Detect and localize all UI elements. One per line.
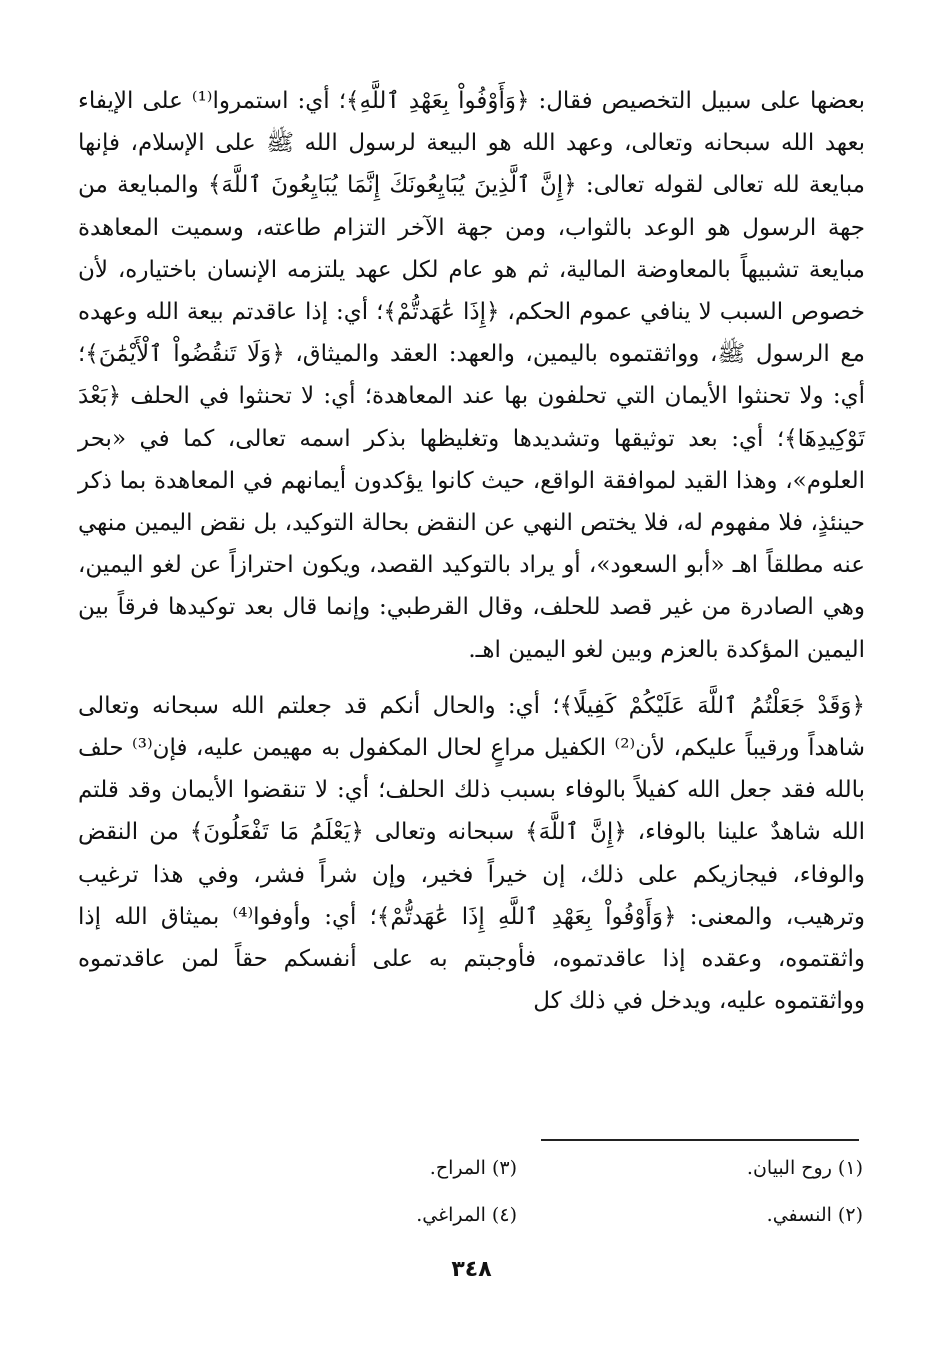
footnote-1: (١) روح البيان. [746, 1157, 863, 1179]
footnote-2: (٢) النسفي. [766, 1204, 863, 1226]
page-number: ٣٤٨ [451, 1257, 492, 1282]
page-body [78, 80, 865, 1022]
footnote-separator [541, 1139, 859, 1141]
footnote-3: (٣) المراح. [429, 1157, 517, 1179]
paragraph-1: بعضها على سبيل التخصيص فقال: ﴿وَأَوْفُواْ بِعَهْدِ ٱللَّهِ﴾؛ أي: استمروا⁽¹⁾ على الإيفاء بعهد الله سبحانه وتعالى، وعهد الله هو البيعة لرسول الله ﷺ على الإسلام، فإنها مبايعة لله تعالى لقوله تعالى: ﴿إِنَّ ٱلَّذِينَ يُبَايِعُونَكَ إِنَّمَا يُبَايِعُونَ ٱللَّهَ﴾ والمبايعة من جهة الرسول هو الوعد بالثواب، ومن جهة الآخر التزام طاعته، وسميت المعاهدة مبايعة تشبيهاً بالمعاوضة المالية، ثم هو عام لكل عهد يلتزمه الإنسان باختياره، لأن خصوص السبب لا ينافي عموم الحكم، ﴿إِذَا عَٰهَدتُّمْ﴾؛ أي: إذا عاقدتم بيعة الله وعهده مع الرسول ﷺ، وواثقتموه باليمين، والعهد: العقد والميثاق، ﴿وَلَا تَنقُضُواْ ٱلْأَيْمَٰنَ﴾؛ أي: ولا تحنثوا الأيمان التي تحلفون بها عند المعاهدة؛ أي: لا تحنثوا في الحلف ﴿بَعْدَ تَوْكِيدِهَا﴾؛ أي: بعد توثيقها وتشديدها وتغليظها بذكر اسمه تعالى، كما في «بحر العلوم»، وهذا القيد لموافقة الواقع، حيث كانوا يؤكدون أيمانهم في المعاهدة بما ذكر حينئذٍ، فلا مفهوم له، فلا يختص النهي عن النقض بحالة التوكيد، بل نقض اليمين منهي عنه مطلقاً اهـ «أبو السعود»، أو يراد بالتوكيد القصد، ويكون احترازاً عن لغو اليمين، وهي الصادرة من غير قصد للحلف، وقال القرطبي: وإنما قال بعد توكيدها فرقاً بين اليمين المؤكدة بالعزم وبين لغو اليمين اهـ. [78, 88, 866, 663]
footnote-4: (٤) المراغي. [416, 1204, 517, 1226]
paragraph-2: ﴿وَقَدْ جَعَلْتُمُ ٱللَّهَ عَلَيْكُمْ كَفِيلًا﴾؛ أي: والحال أنكم قد جعلتم الله سبحانه وتعالى شاهداً ورقيباً عليكم، لأن⁽²⁾ الكفيل مراعٍ لحال المكفول به مهيمن عليه، فإن⁽³⁾ حلف بالله فقد جعل الله كفيلاً بالوفاء بسبب ذلك الحلف؛ أي: لا تنقضوا الأيمان وقد قلتم الله شاهدٌ علينا بالوفاء، ﴿إِنَّ ٱللَّهَ﴾ سبحانه وتعالى ﴿يَعْلَمُ مَا تَفْعَلُونَ﴾ من النقض والوفاء، فيجازيكم على ذلك، إن خيراً فخير، وإن شراً فشر، وفي هذا ترغيب وترهيب، والمعنى: ﴿وَأَوْفُواْ بِعَهْدِ ٱللَّهِ إِذَا عَٰهَدتُّمْ﴾؛ أي: وأوفوا⁽⁴⁾ بميثاق الله إذا واثقتموه، وعقده إذا عاقدتموه، فأوجبتم به على أنفسكم حقاً لمن عاقدتموه وواثقتموه عليه، ويدخل في ذلك كل [78, 692, 865, 1015]
